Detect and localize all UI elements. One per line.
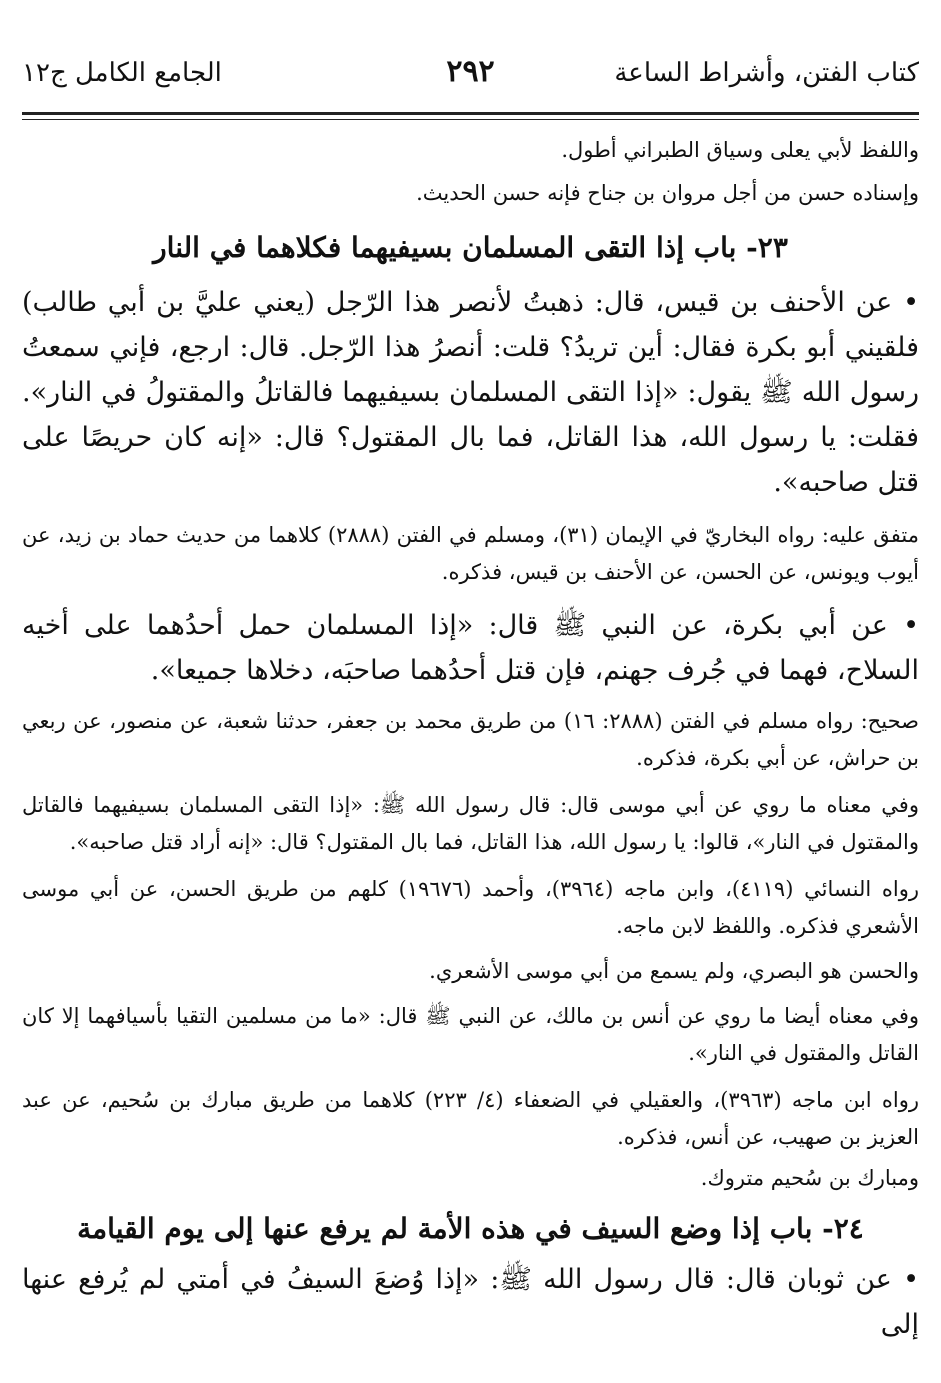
paragraph: وإسناده حسن من أجل مروان بن جناح فإنه حسن الحديث. — [416, 181, 919, 205]
header-rule-thin — [22, 119, 919, 120]
hadith-text: • عن أبي بكرة، عن النبي ﷺ قال: «إذا المسلمان حمل أحدُهما على أخيه السلاح، فهما في جُرف جهنم، فإن قتل أحدُهما صاحبَه، دخلاها جميعا». — [22, 610, 919, 686]
commentary: رواه ابن ماجه (٣٩٦٣)، والعقيلي في الضعفاء (٤/ ٢٢٣) كلاهما من طريق مبارك بن سُحيم، عن عبد العزيز بن صهيب، عن أنس، فذكره. — [22, 1088, 919, 1149]
header-rule-thick — [22, 112, 919, 115]
section-heading: ٢٣- باب إذا التقى المسلمان بسيفيهما فكلاهما في النار — [153, 231, 788, 264]
page-body — [22, 128, 919, 1347]
commentary: وفي معناه أيضا ما روي عن أنس بن مالك، عن النبي ﷺ قال: «ما من مسلمين التقيا بأسيافهما إلا كان القاتل والمقتول في النار». — [22, 1004, 919, 1065]
commentary: صحيح: رواه مسلم في الفتن (٢٨٨٨: ١٦) من طريق محمد بن جعفر، حدثنا شعبة، عن منصور، عن ربعي بن حراش، عن أبي بكرة، فذكره. — [22, 709, 919, 770]
commentary: وفي معناه ما روي عن أبي موسى قال: قال رسول الله ﷺ: «إذا التقى المسلمان بسيفيهما فالقاتل والمقتول في النار»، قالوا: يا رسول الله، هذا القاتل، فما بال المقتول؟ قال: «إنه أراد قتل صاحبه». — [22, 793, 919, 854]
commentary: رواه النسائي (٤١١٩)، وابن ماجه (٣٩٦٤)، وأحمد (١٩٦٧٦) كلهم من طريق الحسن، عن أبي موسى الأشعري فذكره. واللفظ لابن ماجه. — [22, 877, 920, 938]
commentary: والحسن هو البصري، ولم يسمع من أبي موسى الأشعري. — [429, 959, 919, 983]
header-book-title: الجامع الكامل ج١٢ — [22, 58, 222, 88]
running-header — [22, 54, 919, 108]
hadith-text: • عن الأحنف بن قيس، قال: ذهبتُ لأنصر هذا الرّجل (يعني عليَّ بن أبي طالب) فلقيني أبو بكرة فقال: أين تريدُ؟ قلت: أنصرُ هذا الرّجل. قال: ارجع، فإني سمعتُ رسول الله ﷺ يقول: «إذا التقى المسلمان بسيفيهما فالقاتلُ والمقتولُ في النار». فقلت: يا رسول الله، هذا القاتل، فما بال المقتول؟ قال: «إنه كان حريصًا على قتل صاحبه». — [22, 287, 919, 498]
header-chapter-title: كتاب الفتن، وأشراط الساعة — [614, 58, 919, 88]
commentary: متفق عليه: رواه البخاريّ في الإيمان (٣١)، ومسلم في الفتن (٢٨٨٨) كلاهما من حديث حماد بن زيد، عن أيوب ويونس، عن الحسن، عن الأحنف بن قيس، فذكره. — [22, 523, 920, 584]
commentary: ومبارك بن سُحيم متروك. — [700, 1166, 919, 1190]
paragraph: واللفظ لأبي يعلى وسياق الطبراني أطول. — [561, 138, 919, 162]
hadith-text: • عن ثوبان قال: قال رسول الله ﷺ: «إذا وُضعَ السيفُ في أمتي لم يُرفع عنها إلى — [22, 1264, 920, 1340]
section-heading: ٢٤- باب إذا وضع السيف في هذه الأمة لم يرفع عنها إلى يوم القيامة — [77, 1212, 864, 1245]
page-number: ٢٩٢ — [446, 54, 495, 89]
